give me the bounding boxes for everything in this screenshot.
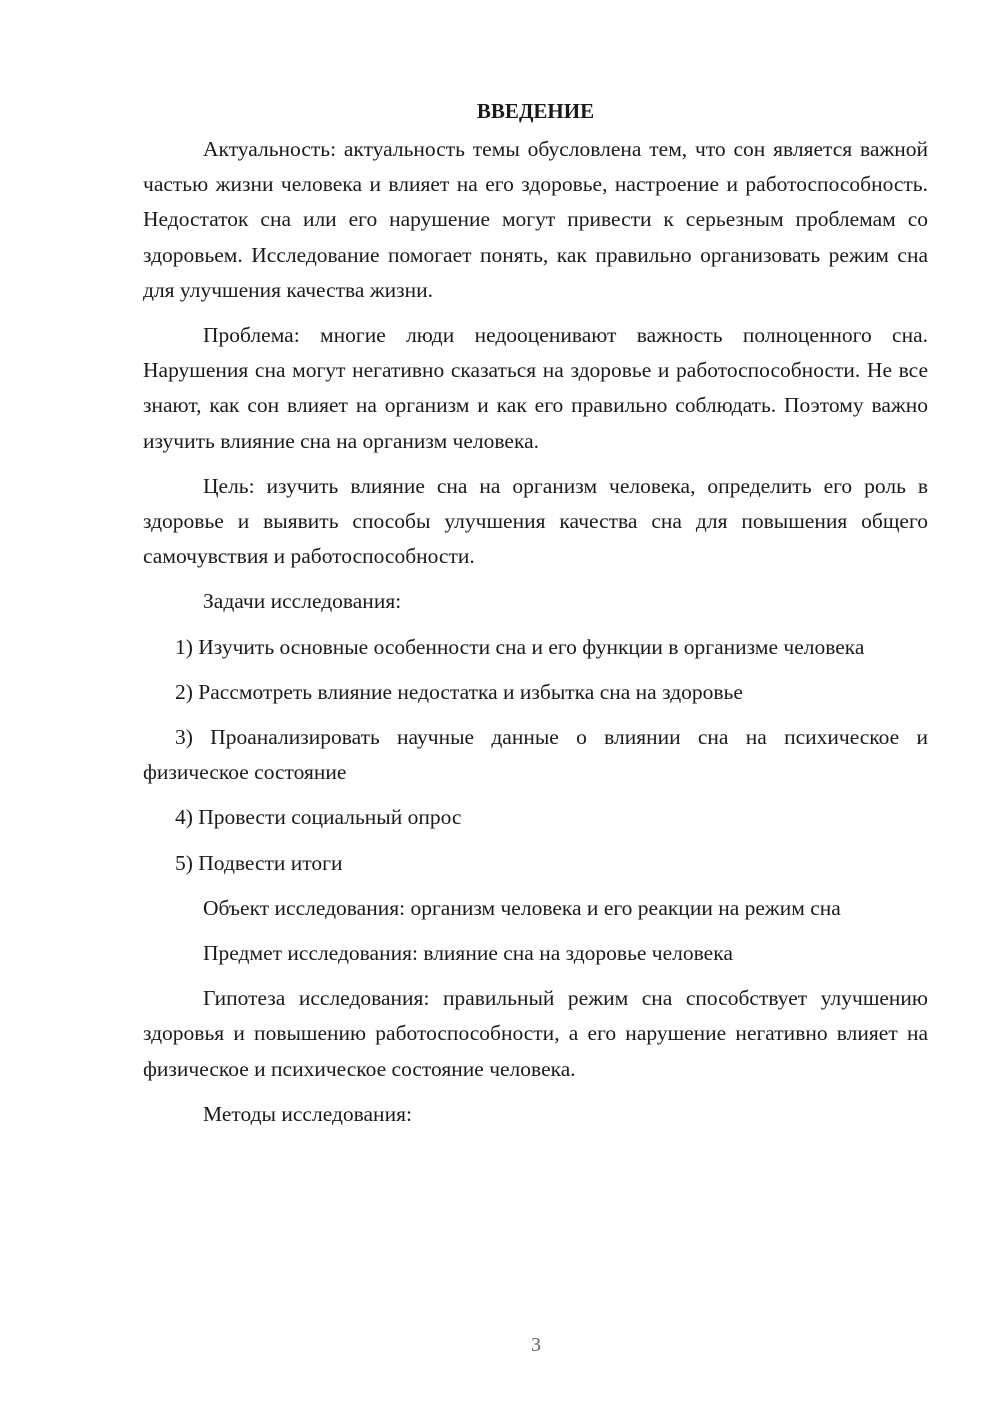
paragraph-subject: Предмет исследования: влияние сна на здоровье человека [203, 941, 733, 966]
task-item-2: 2) Рассмотреть влияние недостатка и избытка сна на здоровье [175, 679, 743, 704]
document-page [143, 96, 928, 1142]
paragraph-problem: Проблема: многие люди недооценивают важность полноценного сна. Нарушения сна могут негативно сказаться на здоровье и работоспособности. Не все знают, как сон влияет на организм и как его правильно соблюдать. Поэтому важно изучить влияние сна на организм человека. [143, 323, 928, 453]
task-item-3: 3) Проанализировать научные данные о влиянии сна на психическое и физическое состояние [143, 725, 928, 785]
task-item-1: 1) Изучить основные особенности сна и его функции в организме человека [175, 634, 865, 659]
paragraph-methods: Методы исследования: [203, 1101, 412, 1126]
page-number: 3 [531, 1334, 541, 1356]
paragraph-object: Объект исследования: организм человека и его реакции на режим сна [203, 895, 841, 920]
paragraph-relevance: Актуальность: актуальность темы обусловлена тем, что сон является важной частью жизни человека и влияет на его здоровье, настроение и работоспособность. Недостаток сна или его нарушение могут привести к серьезным проблемам со здоровьем. Исследование помогает понять, как правильно организовать режим сна для улучшения качества жизни. [143, 137, 928, 302]
paragraph-goal: Цель: изучить влияние сна на организм человека, определить его роль в здоровье и выявить способы улучшения качества сна для повышения общего самочувствия и работоспособности. [143, 473, 928, 569]
paragraph-hypothesis: Гипотеза исследования: правильный режим сна способствует улучшению здоровья и повышению работоспособности, а его нарушение негативно влияет на физическое и психическое состояние человека. [143, 986, 928, 1081]
task-item-4: 4) Провести социальный опрос [175, 805, 462, 830]
task-item-5: 5) Подвести итоги [175, 850, 343, 875]
page-title: ВВЕДЕНИЕ [476, 99, 595, 123]
paragraph-tasks-heading: Задачи исследования: [203, 589, 402, 614]
